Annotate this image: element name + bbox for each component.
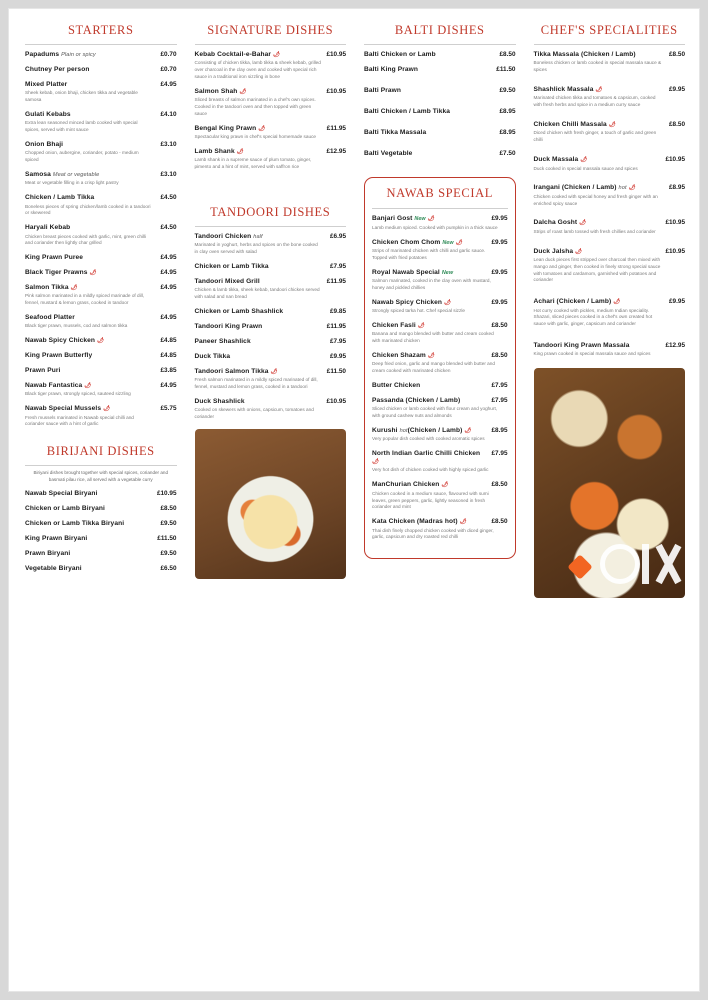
menu-item [372, 427, 508, 443]
item-price: £9.50 [499, 86, 516, 94]
item-price: £11.50 [326, 367, 346, 375]
item-price: £8.50 [669, 121, 685, 129]
item-name: Gulati Kebabs [25, 110, 71, 118]
item-name: Kebab Cocktail-e-Bahar 🌶 [194, 51, 281, 58]
olx-letter-l [642, 544, 649, 584]
menu-item [25, 284, 177, 307]
item-price: £10.95 [665, 247, 685, 255]
item-name: Seafood Platter [25, 314, 75, 322]
menu-item [195, 323, 347, 331]
divider [195, 226, 347, 227]
item-price: £9.95 [491, 215, 508, 223]
menu-item [364, 108, 516, 116]
item-price: £10.95 [665, 156, 685, 164]
item-name: Onion Bhaji [25, 140, 64, 148]
item-name: Salmon Tikka 🌶 [25, 284, 78, 291]
item-description: Strips of marinated chicken with chilli and garlic sauce. Topped with fried potatoes [372, 248, 486, 260]
menu-item [372, 322, 508, 345]
menu-item [25, 565, 177, 573]
menu-item [25, 535, 177, 543]
item-price: £10.95 [665, 219, 685, 227]
item-price: £12.95 [326, 147, 346, 155]
section-title-nawab-special: NAWAB SPECIAL [386, 186, 493, 201]
item-description: Fresh mussels marinated in Nawab special chilli and coriander sauce with a hint of garlic [25, 414, 134, 427]
item-name: Vegetable Biryani [25, 564, 82, 572]
section-title-birijani: BIRIJANI DISHES [46, 444, 155, 459]
item-name: Balti Vegetable [364, 149, 413, 157]
thali-photo [534, 368, 686, 598]
item-price: £9.85 [330, 307, 346, 315]
menu-item [25, 141, 177, 164]
item-description: Salmon marinated, cooked in the clay oven with mustard, honey and pickled chillies [372, 278, 491, 290]
item-name: Nawab Special Mussels 🌶 [25, 405, 111, 413]
item-price: £4.95 [160, 80, 177, 88]
item-price: £9.95 [330, 352, 346, 360]
menu-item [372, 352, 508, 375]
item-price: £9.95 [491, 268, 508, 276]
item-price: £0.70 [160, 65, 177, 73]
item-price: £7.95 [491, 382, 508, 389]
item-price: £9.50 [160, 549, 177, 557]
item-name: Chicken or Lamb Biryani [25, 504, 105, 512]
menu-item [364, 150, 516, 158]
item-name: Chicken or Lamb Shashlick [194, 307, 284, 315]
item-name: Duck Massala 🌶 [533, 156, 588, 164]
item-name: Balti Chicken / Lamb Tikka [364, 107, 451, 115]
item-description: Black tiger prawn, strongly spiced, sauteed sizzling [25, 391, 131, 397]
item-price: £4.50 [160, 224, 177, 232]
item-name: Irangani (Chicken / Lamb) hot 🌶 [533, 184, 636, 192]
biryani-photo [195, 429, 347, 579]
menu-item [25, 224, 177, 247]
section-title-chefs: CHEF'S SPECIALITIES [540, 23, 678, 37]
item-price: £8.95 [499, 107, 516, 115]
menu-item [534, 184, 686, 207]
menu-item [372, 299, 508, 315]
item-price: £3.10 [160, 140, 177, 148]
item-description: King prawn cooked in special massala sauce and spices [533, 351, 651, 357]
item-price: £11.95 [326, 322, 346, 330]
item-name: Nawab Special Biryani [25, 490, 98, 497]
item-description: Duck cooked in special massala sauce and spices [533, 165, 638, 171]
item-name: King Prawn Biryani [25, 534, 88, 542]
item-name: Prawn Biryani [25, 549, 71, 557]
item-description: Very hot dish of chicken cooked with highly spiced garlic [372, 467, 489, 473]
menu-item [195, 263, 347, 271]
item-description: Marinated chicken tikka and tomatoes & capsicum, cooked with fresh herbs and spice in a medium curry sauce [533, 95, 656, 108]
item-description: Extra lean seasoned minced lamb cooked with special spices, served with mint sauce [25, 120, 138, 133]
divider [364, 44, 516, 45]
item-price: £11.50 [157, 534, 177, 542]
item-price: £0.70 [160, 51, 177, 58]
item-name: Tikka Massala (Chicken / Lamb) [533, 51, 636, 58]
item-price: £9.95 [669, 298, 685, 306]
menu-item [25, 405, 177, 428]
menu-item [25, 337, 177, 345]
item-price: £9.50 [160, 519, 177, 527]
item-description: Sliced breasts of salmon marinated in a chef's own spices. Cooked in the tandoori oven and then topped with green sauce [194, 97, 316, 116]
item-price: £10.95 [156, 490, 177, 497]
nawab-special-panel [364, 177, 516, 559]
item-price: £4.95 [160, 314, 177, 322]
menu-item [195, 88, 347, 118]
item-name: Duck Shashlick [194, 397, 245, 405]
item-name: Banjari Gost New 🌶 [372, 215, 435, 223]
menu-item [195, 368, 347, 391]
item-name: Butter Chicken [372, 382, 421, 389]
divider [25, 44, 177, 45]
item-description: Fresh salmon marinated in a mildly spiced marinated of dill, fennel, mustard and lemon grass, cooked in a tandoori [194, 376, 318, 389]
menu-item [534, 121, 686, 144]
menu-item [25, 382, 177, 398]
item-price: £4.10 [160, 110, 177, 118]
item-description: Lamb shank in a supreme sauce of plum tomato, ginger, pimento and a hint of mint, served with saffron rice [194, 157, 312, 170]
item-name: Chicken or Lamb Tikka [194, 262, 269, 270]
item-description: Pink salmon marinated in a mildly spiced marinade of dill, fennel, mustard & lemon grass, cooked in tandoor [25, 293, 145, 306]
menu-item [195, 308, 347, 316]
menu-columns [19, 23, 691, 979]
item-price: £8.50 [499, 51, 516, 58]
item-price: £4.95 [160, 254, 177, 262]
item-name: Tandoori King Prawn [194, 322, 263, 330]
menu-item [25, 505, 177, 513]
item-price: £4.50 [160, 194, 177, 202]
item-description: Meat or vegetable filling in a crisp light pastry [25, 180, 119, 186]
item-name: Nawab Fantastica 🌶 [25, 381, 92, 389]
item-price: £7.95 [330, 262, 346, 270]
item-name: Chicken / Lamb Tikka [25, 194, 95, 202]
item-name: Prawn Puri [25, 367, 61, 375]
item-name: Chicken Fasli 🌶 [372, 321, 425, 329]
column-signature-tandoori [189, 23, 353, 979]
item-price: £8.95 [669, 184, 685, 192]
menu-item [364, 87, 516, 95]
olx-diamond-icon [567, 555, 592, 580]
item-description: Chicken breast pieces cooked with garlic, mint, green chilli and coriander then lightly char grilled [25, 233, 147, 246]
item-price: £6.50 [160, 564, 177, 572]
item-price: £10.95 [326, 397, 346, 405]
item-price: £3.85 [160, 367, 177, 375]
item-price: £8.95 [499, 128, 516, 136]
menu-item [25, 269, 177, 277]
menu-item [195, 278, 347, 301]
item-price: £11.50 [496, 65, 516, 73]
item-name: Nawab Spicy Chicken 🌶 [372, 298, 452, 306]
item-name: Bengal King Prawn 🌶 [194, 124, 266, 132]
menu-item [372, 397, 508, 420]
menu-item [195, 353, 347, 361]
menu-item [25, 171, 177, 187]
column-chefs-specialities [528, 23, 692, 979]
olx-watermark [600, 544, 685, 584]
item-name: North Indian Garlic Chilli Chicken 🌶 [372, 450, 481, 466]
item-price: £4.95 [160, 269, 177, 277]
item-name: Tandoori King Prawn Massala [533, 342, 630, 350]
item-description: Hot curry cooked with pickles, medium Indian speciality. Shazari, sliced pieces cooked in a chef's own created hot sauce with garlic, ginger, capsicum and coriander [533, 307, 653, 327]
item-name: Chicken Shazam 🌶 [372, 351, 435, 359]
menu-item [25, 314, 177, 330]
menu-item [25, 550, 177, 558]
item-name: Lamb Shank 🌶 [194, 147, 244, 155]
item-description: Very popular dish cooked with cooked aromatic spices [372, 436, 485, 442]
item-description: Lean duck pieces first stripped over charcoal then mixed with mango and ginger, then cooked in finely strong special sauce with tomatoes and cardamom, garnished with potatoes and coriander [533, 256, 661, 283]
menu-item [25, 81, 177, 104]
item-name: Chutney Per person [25, 65, 90, 73]
menu-item [25, 111, 177, 134]
item-description: Chicken cooked in a medium sauce, flavoured with sumi leaves, green peppers, garlic, lightly seasoned in fresh coriander and mint [372, 490, 489, 510]
item-name: Duck Jalsha 🌶 [533, 247, 583, 255]
item-price: £4.95 [160, 284, 177, 291]
menu-item [372, 215, 508, 231]
item-price: £9.95 [669, 86, 685, 94]
item-description: Chicken cooked with special honey and fresh ginger with an enriched spicy sauce [533, 193, 658, 206]
item-description: Deep fried onion, garlic and mango blended with butter and cream cooked with marinated chicken [372, 361, 495, 374]
menu-item [25, 367, 177, 375]
item-name: Chicken Chom Chom New 🌶 [372, 238, 463, 246]
item-price: £8.50 [491, 321, 508, 329]
item-price: £8.95 [491, 426, 508, 434]
item-name: Duck Tikka [194, 352, 231, 360]
section-title-starters: STARTERS [67, 23, 134, 37]
item-name: King Prawn Butterfly [25, 352, 93, 360]
item-name: Balti King Prawn [364, 65, 418, 73]
item-description: Thai dish finely chopped chicken cooked with diced ginger, garlic, capsicum and dry roasted red chilli [372, 527, 494, 540]
item-price: £9.95 [491, 298, 508, 306]
menu-item [195, 125, 347, 141]
section-title-signature: SIGNATURE DISHES [207, 23, 334, 37]
item-price: £7.95 [330, 337, 346, 345]
item-price: £11.95 [326, 277, 346, 285]
item-name: Achari (Chicken / Lamb) 🌶 [533, 298, 621, 306]
item-price: £8.50 [491, 481, 508, 489]
column-starters [19, 23, 183, 979]
divider [372, 208, 508, 209]
item-description: Marinated in yoghurt, herbs and spices on the bone cooked in clay oven served with salad [194, 242, 318, 255]
menu-item [364, 51, 516, 59]
item-name: Mixed Platter [25, 80, 68, 88]
menu-item [372, 269, 508, 292]
item-name: Chicken or Lamb Tikka Biryani [25, 519, 125, 527]
menu-item [372, 382, 508, 390]
item-price: £7.95 [491, 450, 508, 458]
item-description: Boneless pieces of spring chicken/lamb cooked in a tandoori or skewered [25, 203, 151, 216]
item-price: £6.95 [330, 232, 346, 240]
menu-item [195, 148, 347, 171]
menu-item [195, 398, 347, 421]
item-name: Passanda (Chicken / Lamb) [372, 396, 461, 404]
item-description: Boneless chicken or lamb cooked in special massala sauce & spices [533, 60, 662, 73]
item-name: Chicken Chilli Massala 🌶 [533, 121, 616, 129]
item-description: Chicken & lamb tikka, sheek kebab, tandoori chicken served with salad and nan bread [194, 287, 320, 300]
item-description: Black tiger prawn, mussels, cod and salmon tikka [25, 323, 128, 329]
menu-item [25, 520, 177, 528]
divider [25, 465, 177, 466]
item-name: Balti Chicken or Lamb [364, 51, 436, 58]
item-price: £9.95 [491, 238, 508, 246]
item-description: Chopped onion, aubergine, coriander, potato - medium spiced [25, 150, 139, 163]
item-price: £10.95 [326, 87, 346, 95]
item-price: £12.95 [665, 342, 685, 350]
item-description: Strongly spiced tarka hot. Chef special sizzle [372, 308, 466, 314]
item-name: Nawab Spicy Chicken 🌶 [25, 337, 105, 345]
item-description: Diced chicken with fresh ginger, a touch of garlic and green chilli [533, 130, 657, 143]
section-title-balti: BALTI DISHES [394, 23, 485, 37]
item-name: King Prawn Puree [25, 254, 84, 262]
menu-item [25, 66, 177, 74]
item-name: Black Tiger Prawns 🌶 [25, 269, 97, 277]
item-name: Shashlick Massala 🌶 [533, 86, 603, 94]
item-name: ManChurian Chicken 🌶 [372, 481, 449, 489]
menu-item [372, 450, 508, 474]
item-price: £11.95 [326, 124, 346, 132]
section-title-tandoori: TANDOORI DISHES [210, 204, 331, 219]
menu-item [195, 338, 347, 346]
menu-item [195, 233, 347, 256]
item-name: Kata Chicken (Madras hot) 🌶 [372, 518, 467, 526]
item-price: £5.75 [160, 405, 177, 413]
menu-item [534, 86, 686, 109]
item-name: Kurushi hot(Chicken / Lamb) 🌶 [372, 426, 472, 434]
item-price: £7.95 [491, 396, 508, 404]
menu-item [372, 481, 508, 511]
menu-item [25, 51, 177, 59]
divider [534, 44, 686, 45]
item-price: £8.50 [491, 518, 508, 526]
item-name: Tandoori Salmon Tikka 🌶 [194, 367, 278, 375]
item-name: Royal Nawab Special New [372, 268, 454, 276]
section-subtitle-birijani: Biriyani dishes brought together with special spices, coriander and basmati pilau rice, all served with a vegetable curry [33, 470, 169, 483]
menu-item [372, 518, 508, 541]
column-balti-nawab [358, 23, 522, 979]
item-name: Balti Tikka Massala [364, 128, 427, 136]
menu-item [25, 254, 177, 262]
menu-item [25, 352, 177, 360]
item-description: Spectacular king prawn in chef's special homemade sauce [194, 134, 317, 140]
item-price: £4.85 [160, 337, 177, 345]
item-price: £8.50 [160, 504, 177, 512]
menu-item [25, 194, 177, 217]
menu-item [534, 342, 686, 358]
menu-page [8, 8, 700, 992]
olx-letter-o [600, 544, 640, 584]
item-name: Papadums Plain or spicy [25, 51, 96, 58]
menu-item [364, 66, 516, 74]
item-name: Paneer Shashlick [194, 337, 251, 345]
item-description: Strips of roast lamb tossed with fresh chillies and coriander [533, 228, 656, 234]
item-price: £7.50 [499, 149, 516, 157]
item-price: £10.95 [326, 51, 346, 58]
item-description: Banana and mango blended with butter and cream cooked with marinated chicken [372, 331, 494, 344]
menu-item [534, 156, 686, 172]
item-description: Sheek kebab, onion bhaji, chicken tikka and vegetable samosa [25, 90, 138, 103]
menu-item [534, 219, 686, 235]
item-price: £8.50 [491, 351, 508, 359]
menu-item [195, 51, 347, 81]
item-name: Dalcha Gosht 🌶 [533, 219, 587, 227]
item-description: Lamb medium spiced. Cooked with pumpkin in a thick sauce [372, 224, 498, 230]
item-price: £4.85 [160, 352, 177, 360]
item-name: Tandoori Chicken half [194, 232, 263, 240]
olx-letter-x [651, 545, 685, 583]
item-description: Cooked on skewers with onions, capsicum, tomatoes and coriander [194, 406, 314, 419]
menu-item [534, 248, 686, 285]
menu-item [364, 129, 516, 137]
divider [195, 44, 347, 45]
item-price: £3.10 [160, 170, 177, 178]
item-description: Sliced chicken or lamb cooked with flour cream and yoghurt, with ground cashew nuts and almonds [372, 406, 498, 419]
item-price: £8.50 [669, 51, 685, 58]
item-description: Consisting of chicken tikka, lamb tikka & sheek kebab, grilled over charcoal in the clay oven and cooked with special rich sauce in a traditional iron sizzling in bone [194, 60, 321, 80]
menu-item [534, 51, 686, 74]
menu-item [534, 298, 686, 328]
item-name: Haryali Kebab [25, 224, 71, 232]
item-name: Tandoori Mixed Grill [194, 277, 260, 285]
menu-item [372, 239, 508, 262]
item-name: Samosa Meat or vegetable [25, 170, 100, 178]
menu-item [25, 490, 177, 498]
item-name: Salmon Shah 🌶 [194, 87, 247, 95]
item-price: £4.95 [160, 381, 177, 389]
item-name: Balti Prawn [364, 86, 402, 94]
